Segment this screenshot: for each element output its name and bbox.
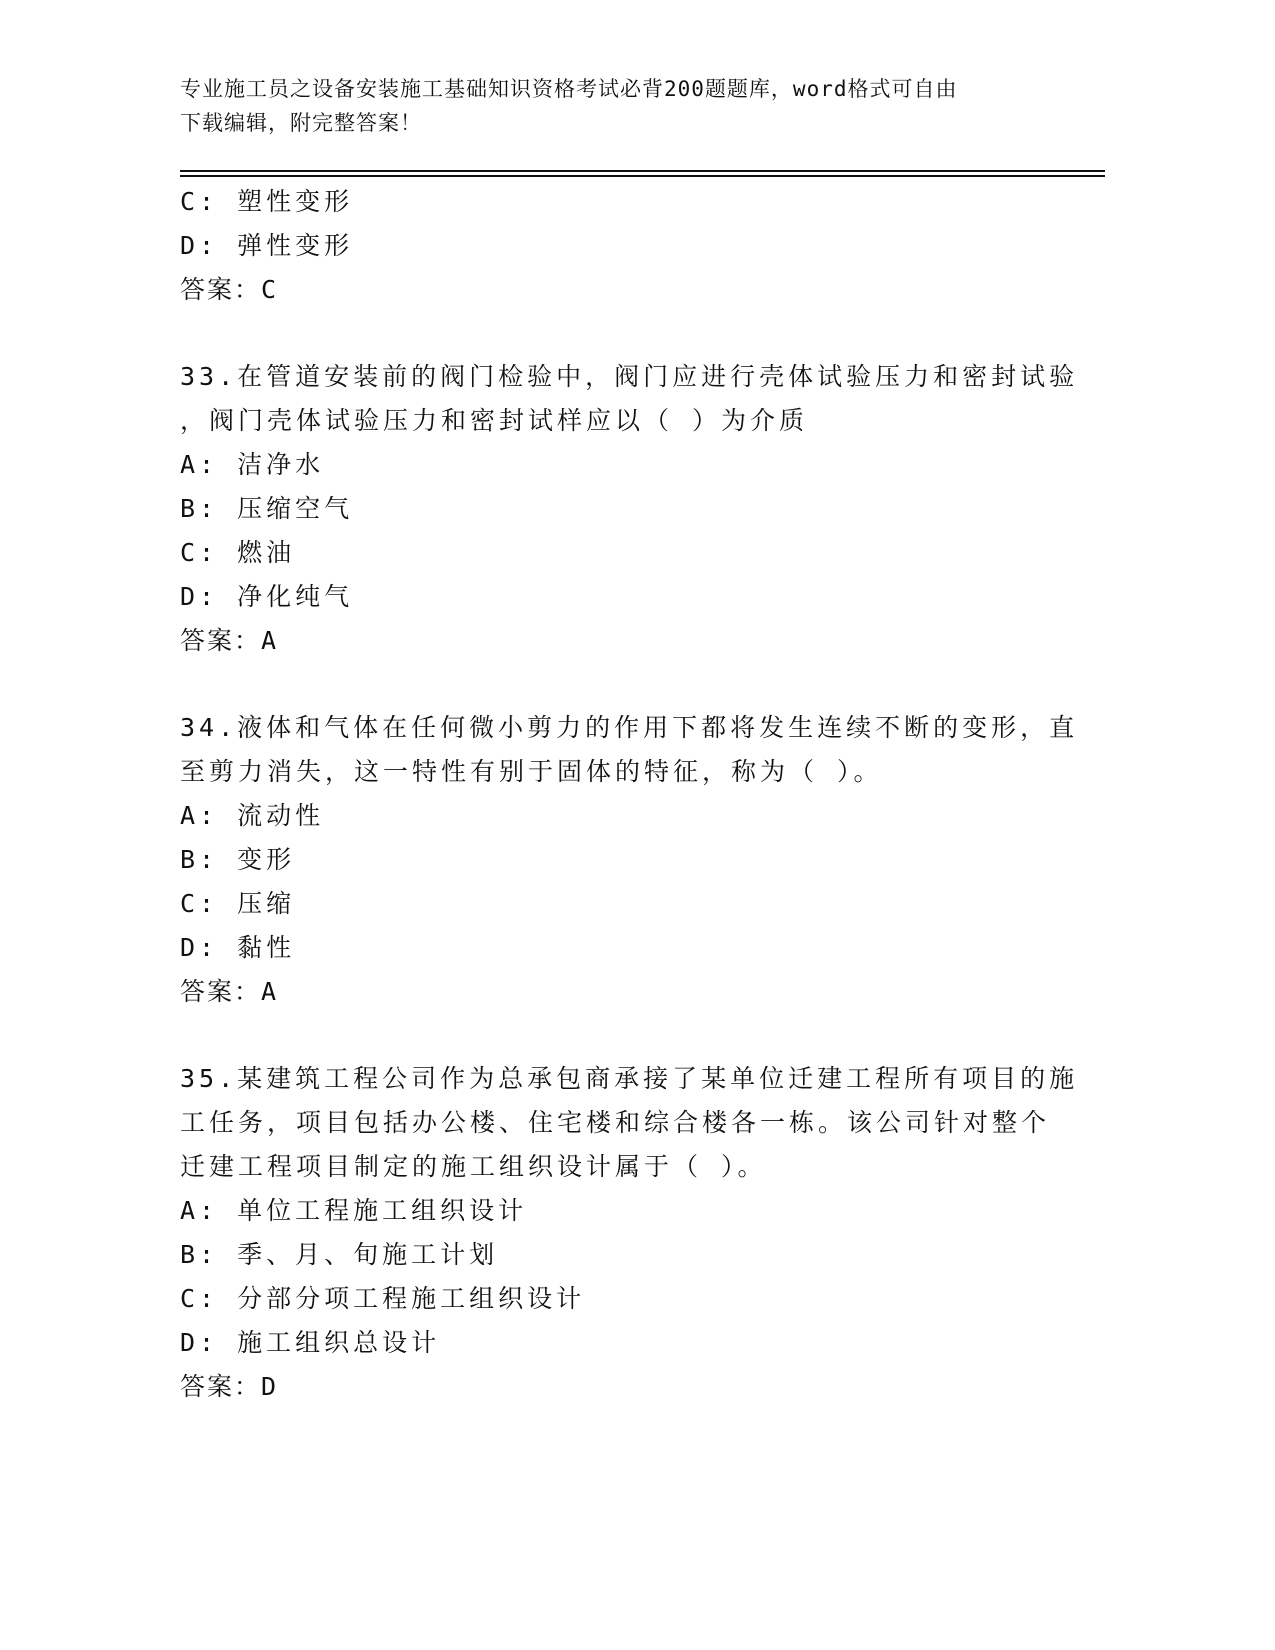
answer-line: 答案：C <box>180 275 279 304</box>
question-stem-line: 迁建工程项目制定的施工组织设计属于（ ）。 <box>180 1152 767 1181</box>
question-stem-line: 33.在管道安装前的阀门检验中，阀门应进行壳体试验压力和密封试验 <box>180 362 1079 391</box>
option-b: B: 季、月、旬施工计划 <box>180 1240 499 1269</box>
answer-line: 答案：A <box>180 626 279 655</box>
answer-line: 答案：D <box>180 1372 279 1401</box>
question-content <box>180 180 1079 1409</box>
answer-line: 答案：A <box>180 977 279 1006</box>
question-stem-line: 工任务，项目包括办公楼、住宅楼和综合楼各一栋。该公司针对整个 <box>180 1108 1051 1137</box>
option-d: D: 黏性 <box>180 933 296 962</box>
option-d: D: 弹性变形 <box>180 231 354 260</box>
question-stem-line: 34.液体和气体在任何微小剪力的作用下都将发生连续不断的变形，直 <box>180 713 1079 742</box>
question-33 <box>180 355 1079 663</box>
option-c: C: 燃油 <box>180 538 296 567</box>
option-d: D: 净化纯气 <box>180 582 354 611</box>
header-title-line-1: 专业施工员之设备安装施工基础知识资格考试必背200题题库，word格式可自由 <box>180 77 958 101</box>
option-d: D: 施工组织总设计 <box>180 1328 441 1357</box>
option-b: B: 变形 <box>180 845 296 874</box>
option-c: C: 塑性变形 <box>180 187 354 216</box>
option-c: C: 分部分项工程施工组织设计 <box>180 1284 586 1313</box>
header-rule-top <box>180 170 1105 172</box>
option-a: A: 洁净水 <box>180 450 325 479</box>
document-header <box>180 72 1060 140</box>
header-title-line-2: 下载编辑，附完整答案！ <box>180 111 422 135</box>
option-b: B: 压缩空气 <box>180 494 354 523</box>
question-gap <box>180 312 1060 355</box>
question-34 <box>180 706 1079 1014</box>
question-stem-line: 至剪力消失，这一特性有别于固体的特征，称为（ ）。 <box>180 757 883 786</box>
option-a: A: 流动性 <box>180 801 325 830</box>
question-stem-line: ，阀门壳体试验压力和密封试样应以（ ）为介质 <box>180 406 809 435</box>
question-gap <box>180 663 1060 706</box>
question-stem-line: 35.某建筑工程公司作为总承包商承接了某单位迁建工程所有项目的施 <box>180 1064 1079 1093</box>
continued-question <box>180 180 1060 312</box>
option-c: C: 压缩 <box>180 889 296 918</box>
option-a: A: 单位工程施工组织设计 <box>180 1196 528 1225</box>
question-gap <box>180 1014 1060 1057</box>
header-rule-bottom <box>180 175 1105 177</box>
question-35 <box>180 1057 1079 1409</box>
